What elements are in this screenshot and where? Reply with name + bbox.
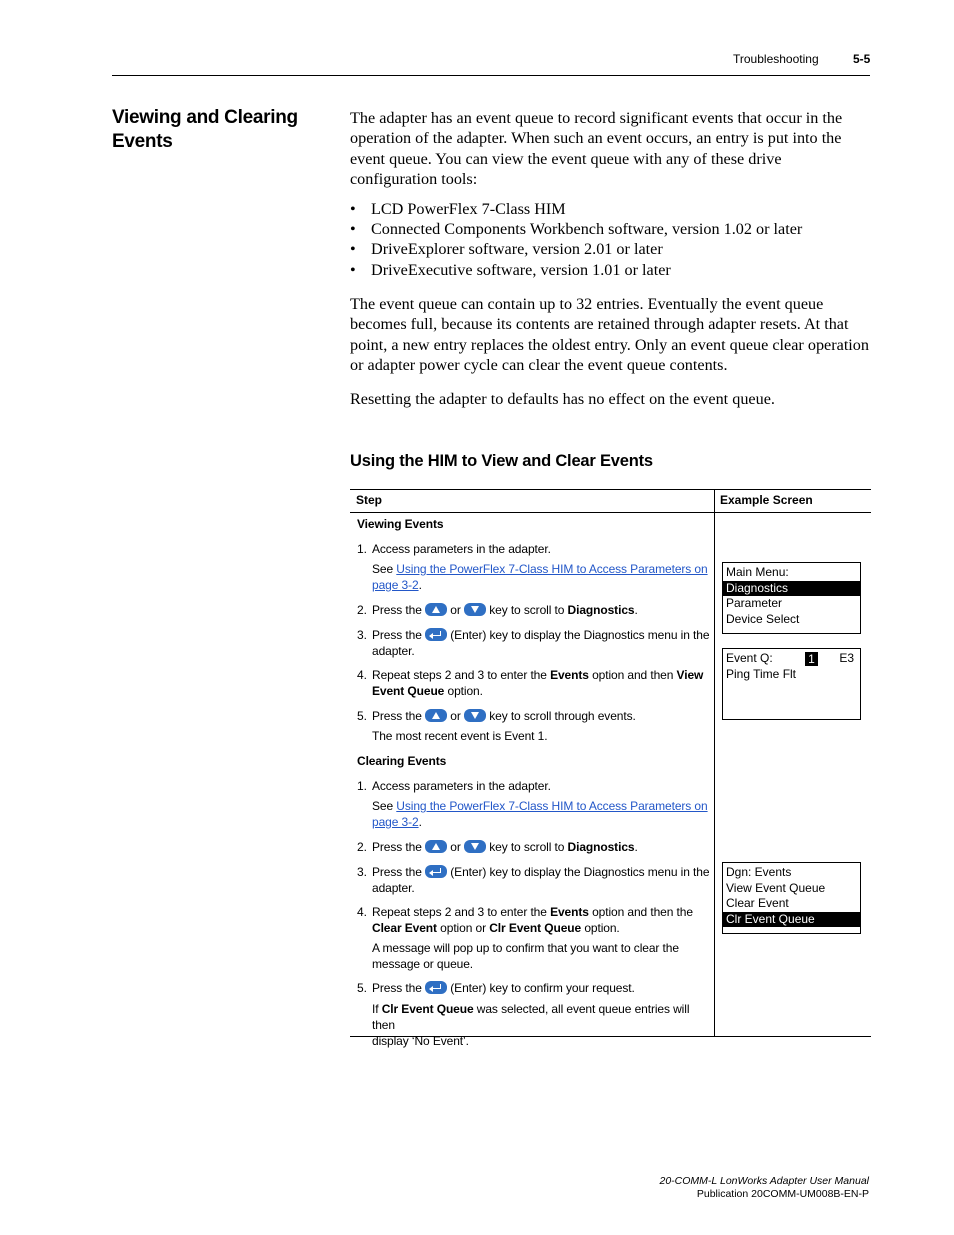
- viewing-step-2: Press the or key to scroll to Diagnostics.: [372, 603, 638, 617]
- link-page-3-2[interactable]: page 3-2: [372, 815, 419, 829]
- list-item: • Connected Components Workbench software, version 1.02 or later: [350, 219, 872, 239]
- event-number: 1: [805, 652, 818, 666]
- clearing-step-4-note: A message will pop up to confirm that you want to clear the message or queue.: [372, 941, 679, 971]
- header-page-number: 5-5: [853, 52, 871, 66]
- enter-key-icon: [425, 865, 447, 878]
- header-section-title: Troubleshooting: [733, 52, 819, 66]
- him-screen-dgn-events: [722, 862, 861, 934]
- viewing-step-1-see: See Using the PowerFlex 7-Class HIM to Access Parameters on page 3-2.: [372, 562, 708, 592]
- event-code: E3: [839, 651, 854, 665]
- screen-line: Main Menu:: [726, 565, 789, 579]
- enter-key-icon: [425, 628, 447, 641]
- footer-publication: Publication 20COMM-UM008B-EN-P: [696, 1188, 869, 1200]
- down-arrow-key-icon: [464, 840, 486, 853]
- table-column-divider: [714, 489, 715, 1037]
- header-rule: [112, 75, 870, 76]
- subheading: Using the HIM to View and Clear Events: [350, 452, 653, 470]
- step-number: 5.: [357, 981, 368, 995]
- column-header-step: Step: [356, 493, 383, 507]
- list-item: • LCD PowerFlex 7-Class HIM: [350, 199, 872, 219]
- link-access-parameters[interactable]: Using the PowerFlex 7-Class HIM to Access Parameters on: [396, 562, 708, 576]
- queue-capacity-paragraph: The event queue can contain up to 32 entries. Eventually the event queue becomes full, because its contents are retained through adapter resets. At that point, a new entry replaces the oldest entry. Only an event queue clear operation or adapter power cycle can clear the event queue contents.: [350, 295, 869, 374]
- list-item: • DriveExplorer software, version 2.01 or later: [350, 239, 872, 259]
- list-item: • DriveExecutive software, version 1.01 or later: [350, 260, 872, 280]
- down-arrow-key-icon: [464, 709, 486, 722]
- section-title-line-2: Events: [112, 131, 173, 152]
- screen-line: [723, 651, 860, 667]
- up-arrow-key-icon: [425, 840, 447, 853]
- tools-list: [350, 199, 872, 280]
- clearing-step-1: Access parameters in the adapter.: [372, 779, 551, 793]
- viewing-step-4: Repeat steps 2 and 3 to enter the Events option and then View Event Queue option.: [372, 668, 704, 698]
- step-number: 1.: [357, 779, 368, 793]
- screen-line: Dgn: Events: [726, 865, 792, 879]
- table-header-rule: [350, 512, 871, 513]
- screen-line: Clear Event: [726, 896, 789, 911]
- clearing-events-title: Clearing Events: [357, 754, 447, 768]
- viewing-step-5-note: The most recent event is Event 1.: [372, 729, 548, 743]
- reset-note-paragraph: Resetting the adapter to defaults has no effect on the event queue.: [350, 390, 775, 408]
- screen-line: View Event Queue: [726, 880, 826, 895]
- clearing-step-4: Repeat steps 2 and 3 to enter the Events option and then the Clear Event option or Clr Event Queue option.: [372, 905, 693, 935]
- step-number: 2.: [357, 840, 368, 854]
- screen-line-selected: Clr Event Queue: [723, 912, 860, 928]
- step-number: 3.: [357, 865, 368, 879]
- step-number: 4.: [357, 905, 368, 919]
- table-top-rule: [350, 489, 871, 490]
- intro-paragraph: The adapter has an event queue to record significant events that occur in the operation of the adapter. When such an event occurs, an entry is put into the event queue. You can view the event queue with any of these drive configuration tools:: [350, 109, 843, 188]
- section-title-line-1: Viewing and Clearing: [112, 107, 298, 128]
- enter-key-icon: [425, 981, 447, 994]
- step-number: 3.: [357, 628, 368, 642]
- him-screen-event-queue: [722, 648, 861, 720]
- him-screen-main-menu: [722, 562, 861, 634]
- viewing-events-title: Viewing Events: [357, 517, 444, 531]
- clearing-step-5-note: If Clr Event Queue was selected, all event queue entries will then display ‘No Event’.: [372, 1002, 690, 1048]
- column-header-example: Example Screen: [720, 493, 813, 507]
- viewing-step-3: Press the (Enter) key to display the Diagnostics menu in the adapter.: [372, 628, 710, 658]
- link-page-3-2[interactable]: page 3-2: [372, 578, 419, 592]
- screen-line: Ping Time Flt: [726, 666, 797, 681]
- step-number: 5.: [357, 709, 368, 723]
- clearing-step-2: Press the or key to scroll to Diagnostics.: [372, 840, 638, 854]
- down-arrow-key-icon: [464, 603, 486, 616]
- step-number: 2.: [357, 603, 368, 617]
- event-queue-label: Event Q:: [726, 651, 773, 665]
- section-title: [112, 106, 332, 154]
- up-arrow-key-icon: [425, 709, 447, 722]
- step-number: 4.: [357, 668, 368, 682]
- screen-line: Parameter: [726, 596, 783, 611]
- footer-manual-title: 20-COMM-L LonWorks Adapter User Manual: [659, 1175, 869, 1187]
- screen-line: Device Select: [726, 611, 800, 626]
- step-number: 1.: [357, 542, 368, 556]
- viewing-step-1: Access parameters in the adapter.: [372, 542, 551, 556]
- up-arrow-key-icon: [425, 603, 447, 616]
- screen-line-selected: Diagnostics: [723, 581, 860, 597]
- viewing-step-5: Press the or key to scroll through events.: [372, 709, 636, 723]
- clearing-step-1-see: See Using the PowerFlex 7-Class HIM to Access Parameters on page 3-2.: [372, 799, 708, 829]
- link-access-parameters[interactable]: Using the PowerFlex 7-Class HIM to Access Parameters on: [396, 799, 708, 813]
- clearing-step-5: Press the (Enter) key to confirm your request.: [372, 981, 635, 995]
- clearing-step-3: Press the (Enter) key to display the Diagnostics menu in the adapter.: [372, 865, 710, 895]
